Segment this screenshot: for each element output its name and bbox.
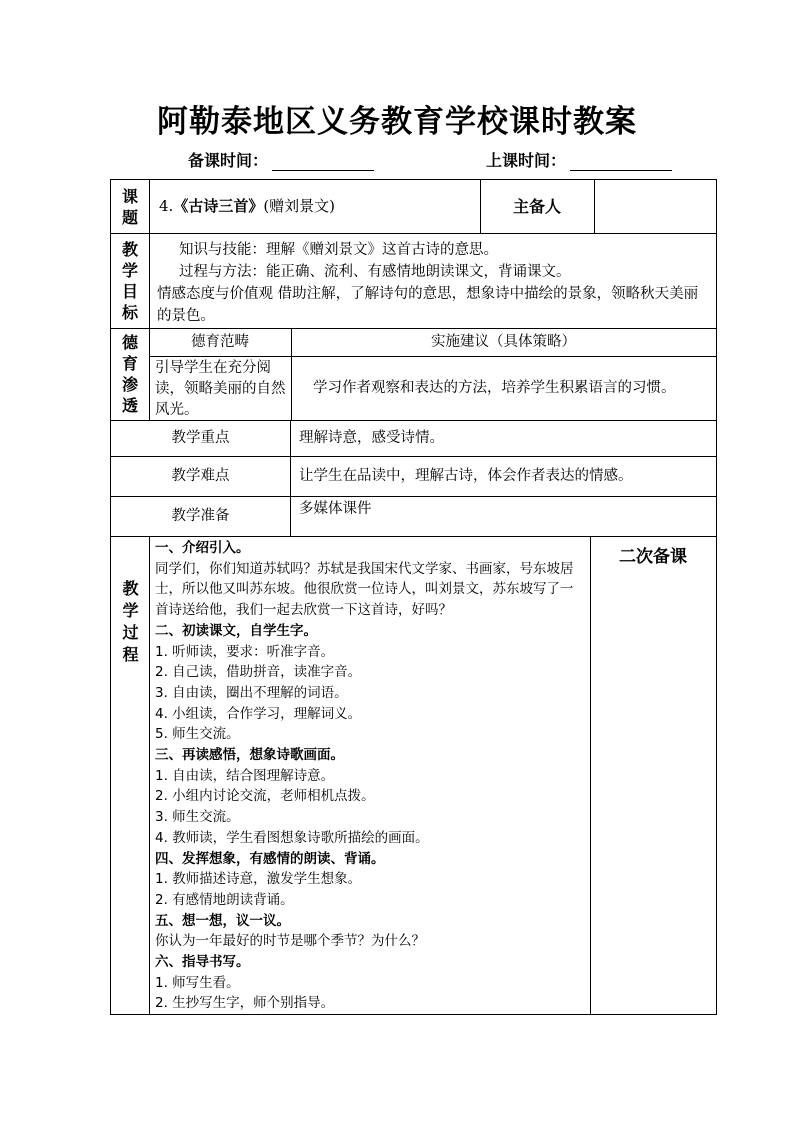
- process-step: 4. 小组读，合作学习，理解词义。: [155, 705, 362, 722]
- key-point-value: 理解诗意，感受诗情。: [290, 420, 717, 457]
- goal-process: 过程与方法：能正确、流利、有感情地朗读课文，背诵课文。: [179, 264, 571, 280]
- moral-col1-value: 引导学生在充分阅读，领略美丽的自然风光。: [149, 356, 292, 421]
- process-question: 你认为一年最好的时节是哪个季节？为什么？: [155, 933, 425, 950]
- topic-label: 课 题: [110, 179, 150, 234]
- goal-emotion: 情感态度与价值观 借助注解，了解诗句的意思，想象诗中描绘的景象，领略秋天美丽的景色。: [157, 286, 699, 324]
- lesson-title: 《古诗三首》: [173, 197, 264, 215]
- page-title: 阿勒泰地区义务教育学校课时教案: [157, 104, 637, 140]
- moral-col1-header: 德育范畴: [149, 328, 292, 357]
- difficulty-label: 教学难点: [110, 456, 291, 497]
- process-content: [149, 536, 591, 1015]
- moral-col2-value: 学习作者观察和表达的方法，培养学生积累语言的习惯。: [291, 356, 717, 421]
- process-step: 1. 自由读，结合图理解诗意。: [155, 767, 335, 784]
- process-heading-5: 五、想一想，议一议。: [155, 912, 290, 929]
- difficulty-value: 让学生在品读中，理解古诗，体会作者表达的情感。: [290, 456, 717, 497]
- preparation-value: 多媒体课件: [290, 496, 717, 537]
- process-step: 1. 教师描述诗意，激发学生想象。: [155, 871, 362, 888]
- main-preparer-value[interactable]: [594, 179, 717, 234]
- process-step: 5. 师生交流。: [155, 726, 240, 743]
- process-heading-6: 六、指导书写。: [155, 954, 250, 971]
- process-step: 1. 师写生看。: [155, 974, 240, 991]
- main-preparer-label: 主备人: [480, 179, 595, 234]
- process-step: 2. 自己读，借助拼音，读准字音。: [155, 664, 362, 681]
- prep-time-blank[interactable]: [272, 152, 374, 171]
- process-step: 1. 听师读，要求：听准字音。: [155, 643, 335, 660]
- process-heading-1: 一、介绍引入。: [155, 540, 250, 556]
- topic-value: [149, 179, 481, 234]
- lesson-poem: (赠刘景文): [263, 197, 336, 215]
- lesson-number: 4.: [159, 197, 174, 215]
- process-label: 教 学 过 程: [110, 536, 150, 1015]
- process-step: 3. 自由读，圈出不理解的词语。: [155, 684, 348, 701]
- key-point-label: 教学重点: [110, 420, 291, 457]
- process-intro-text: 同学们，你们知道苏轼吗？苏轼是我国宋代文学家、书画家，号东坡居士，所以他又叫苏东坡。他很欣赏一位诗人，叫刘景文，苏东坡写了一首诗送给他，我们一起去欣赏一下这首诗，好吗？: [155, 560, 574, 619]
- moral-col2-header: 实施建议（具体策略）: [291, 328, 717, 357]
- process-heading-4: 四、发挥想象，有感情的朗读、背诵。: [155, 850, 385, 867]
- goals-label: 教 学 目 标: [110, 233, 150, 329]
- process-step: 2. 小组内讨论交流，老师相机点拨。: [155, 788, 375, 805]
- process-step: 2. 生抄写生字，师个别指导。: [155, 995, 335, 1012]
- class-time-field: [486, 148, 672, 171]
- process-heading-2: 二、初读课文，自学生字。: [155, 622, 317, 639]
- process-step: 2. 有感情地朗读背诵。: [155, 891, 294, 908]
- second-prep-label: 二次备课: [619, 547, 687, 567]
- preparation-label: 教学准备: [110, 496, 291, 537]
- class-time-label: 上课时间：: [486, 151, 567, 170]
- moral-label: 德 育 渗 透: [110, 328, 150, 421]
- second-prep-column[interactable]: [590, 536, 717, 1015]
- process-heading-3: 三、再读感悟，想象诗歌画面。: [155, 747, 344, 764]
- process-step: 3. 师生交流。: [155, 809, 240, 826]
- process-step: 4. 教师读，学生看图想象诗歌所描绘的画面。: [155, 829, 429, 846]
- prep-time-field: [188, 148, 374, 171]
- goals-content: [149, 233, 717, 329]
- prep-time-label: 备课时间：: [188, 151, 269, 170]
- class-time-blank[interactable]: [570, 152, 672, 171]
- goal-knowledge: 知识与技能：理解《赠刘景文》这首古诗的意思。: [179, 242, 498, 258]
